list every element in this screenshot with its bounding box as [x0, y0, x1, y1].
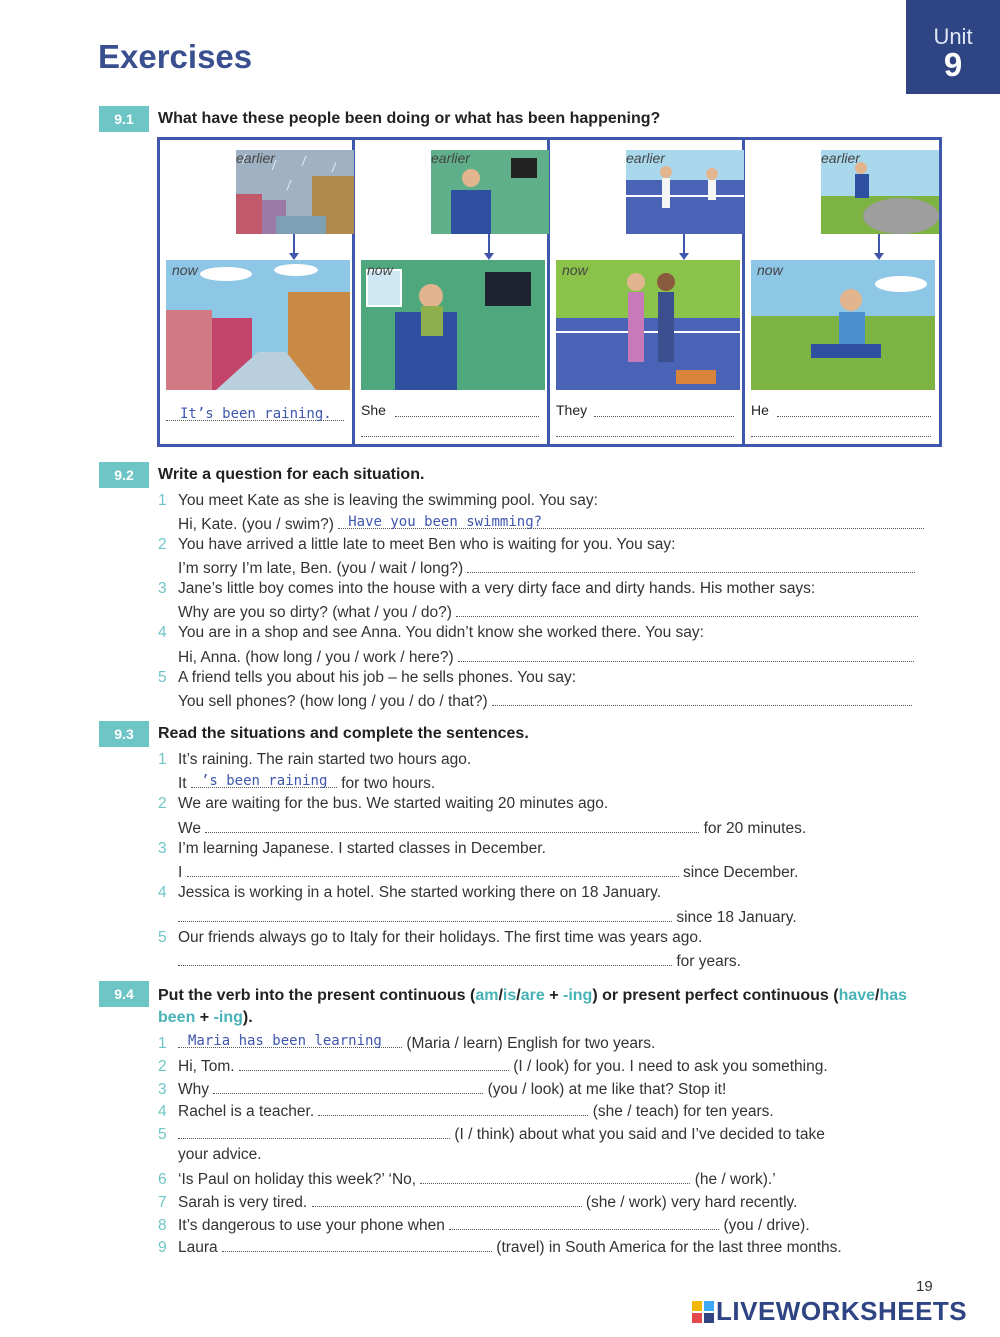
list-item-continuation: your advice. [178, 1146, 262, 1163]
unit-label: Unit [933, 24, 973, 49]
list-item-prompt: Hi, Anna. (how long / you / work / here?) [178, 647, 914, 667]
label-now: now [367, 262, 393, 278]
answer-field[interactable] [213, 1079, 483, 1094]
answer-field[interactable] [492, 691, 912, 706]
list-item-prompt: I’m sorry I’m late, Ben. (you / wait / long?) [178, 558, 915, 578]
unit-number: 9 [943, 46, 963, 83]
picture-panel-2 [355, 140, 550, 444]
answer-line[interactable] [594, 416, 734, 417]
list-item-prompt: You sell phones? (how long / you / do / that?) [178, 691, 912, 711]
label-earlier: earlier [626, 150, 665, 166]
label-earlier: earlier [821, 150, 860, 166]
page-title: Exercises [98, 38, 253, 75]
picture-panel-4 [745, 140, 939, 444]
tennis-now-image [556, 260, 740, 390]
answer-field[interactable] [187, 862, 679, 877]
list-item-sentence: for years. [178, 951, 741, 971]
answer-field[interactable] [178, 907, 672, 922]
running-now-image [751, 260, 935, 390]
exercise-badge-9-2: 9.2 [99, 462, 149, 488]
list-item-sentence: I since December. [178, 864, 799, 881]
answer-text: It’s been raining. [180, 406, 332, 422]
list-item: 5 Our friends always go to Italy for their holidays. The first time was years ago. [158, 929, 703, 946]
answer-field[interactable] [312, 1192, 582, 1207]
answer-field[interactable] [458, 647, 914, 662]
answer-field[interactable] [420, 1169, 690, 1184]
list-item: 3 I’m learning Japanese. I started classes in December. [158, 840, 546, 857]
exercise-heading-9-1: What have these people been doing or what has been happening? [158, 110, 661, 127]
answer-field[interactable] [449, 1215, 719, 1230]
liveworksheets-logo-icon [692, 1301, 714, 1323]
answer-line[interactable] [751, 436, 931, 437]
exercise-heading-9-4: Put the verb into the present continuous (am/is/are + -ing) or present perfect continuous (have/has been + -ing). [158, 987, 908, 1026]
list-item: 5 A friend tells you about his job – he sells phones. You say: [158, 669, 577, 686]
exercise-badge-9-4: 9.4 [99, 981, 149, 1007]
arrow-down-icon [293, 234, 295, 254]
list-item: 3 Why (you / look) at me like that? Stop it! [158, 1081, 727, 1098]
label-now: now [757, 262, 783, 278]
answer-line[interactable] [395, 416, 539, 417]
rain-now-image [166, 260, 350, 390]
tv-now-image [361, 260, 545, 390]
answer-field[interactable] [467, 558, 915, 573]
answer-field[interactable] [239, 1056, 509, 1071]
list-item: 2 Hi, Tom. (I / look) for you. I need to ask you something. [158, 1058, 828, 1075]
list-item-sentence: It ’s been raining for two hours. [178, 773, 436, 792]
answer-field[interactable]: Have you been swimming? [338, 514, 924, 529]
panel-number: 2 [360, 143, 368, 159]
list-item-prompt: Hi, Kate. (you / swim?) Have you been swimming? [178, 514, 924, 534]
answer-field[interactable] [178, 951, 672, 966]
answer-field[interactable] [318, 1101, 588, 1116]
list-item: 7 Sarah is very tired. (she / work) very hard recently. [158, 1194, 798, 1211]
panel-number: 3 [555, 143, 563, 159]
subject-label: He [751, 402, 769, 418]
picture-panel-1 [160, 140, 355, 444]
list-item: 9 Laura (travel) in South America for the last three months. [158, 1239, 842, 1256]
list-item: 4 Jessica is working in a hotel. She started working there on 18 January. [158, 884, 662, 901]
answer-field[interactable] [205, 818, 699, 833]
arrow-down-icon [878, 234, 880, 254]
answer-line[interactable] [166, 406, 344, 422]
exercise-badge-9-3: 9.3 [99, 721, 149, 747]
answer-line[interactable] [777, 416, 931, 417]
list-item: 5 (I / think) about what you said and I’ve decided to take [158, 1126, 825, 1143]
label-now: now [562, 262, 588, 278]
list-item: 6 ‘Is Paul on holiday this week?’ ‘No, (he / work).’ [158, 1171, 776, 1188]
answer-line[interactable] [556, 436, 734, 437]
picture-panel-3 [550, 140, 745, 444]
answer-field[interactable]: Maria has been learning [178, 1033, 402, 1048]
list-item: 1 Maria has been learning (Maria / learn) English for two years. [158, 1033, 656, 1052]
panel-number: 4 [750, 143, 758, 159]
answer-line[interactable] [361, 436, 539, 437]
subject-label: They [556, 402, 588, 418]
list-item: 1 It’s raining. The rain started two hours ago. [158, 751, 472, 768]
unit-tab [906, 0, 1000, 94]
list-item: 4 Rachel is a teacher. (she / teach) for ten years. [158, 1103, 774, 1120]
list-item-prompt: Why are you so dirty? (what / you / do?) [178, 602, 918, 622]
label-earlier: earlier [431, 150, 470, 166]
list-item: 8 It’s dangerous to use your phone when (you / drive). [158, 1217, 810, 1234]
panel-number: 1 [165, 143, 173, 159]
list-item: 2 We are waiting for the bus. We started waiting 20 minutes ago. [158, 795, 609, 812]
arrow-down-icon [488, 234, 490, 254]
list-item: 4 You are in a shop and see Anna. You didn’t know she worked there. You say: [158, 624, 704, 641]
answer-field[interactable]: ’s been raining [191, 773, 337, 788]
brand-name: LIVEWORKSHEETS [716, 1296, 968, 1326]
list-item-sentence: since 18 January. [178, 907, 797, 927]
page-number: 19 [916, 1278, 933, 1295]
list-item: 3 Jane’s little boy comes into the house with a very dirty face and dirty hands. His mother says: [158, 580, 816, 597]
answer-field[interactable] [222, 1237, 492, 1252]
brand-logo [692, 1296, 967, 1327]
subject-label: She [361, 402, 386, 418]
list-item-sentence: We for 20 minutes. [178, 820, 807, 837]
label-earlier: earlier [236, 150, 275, 166]
list-item: 2 You have arrived a little late to meet Ben who is waiting for you. You say: [158, 536, 676, 553]
answer-field[interactable] [178, 1124, 450, 1139]
answer-field[interactable] [456, 602, 918, 617]
exercise-heading-9-2: Write a question for each situation. [158, 466, 425, 483]
picture-panels [157, 137, 942, 447]
list-item: 1 You meet Kate as she is leaving the swimming pool. You say: [158, 492, 598, 509]
exercise-badge-9-1: 9.1 [99, 106, 149, 132]
label-now: now [172, 262, 198, 278]
arrow-down-icon [683, 234, 685, 254]
exercise-heading-9-3: Read the situations and complete the sentences. [158, 725, 529, 742]
